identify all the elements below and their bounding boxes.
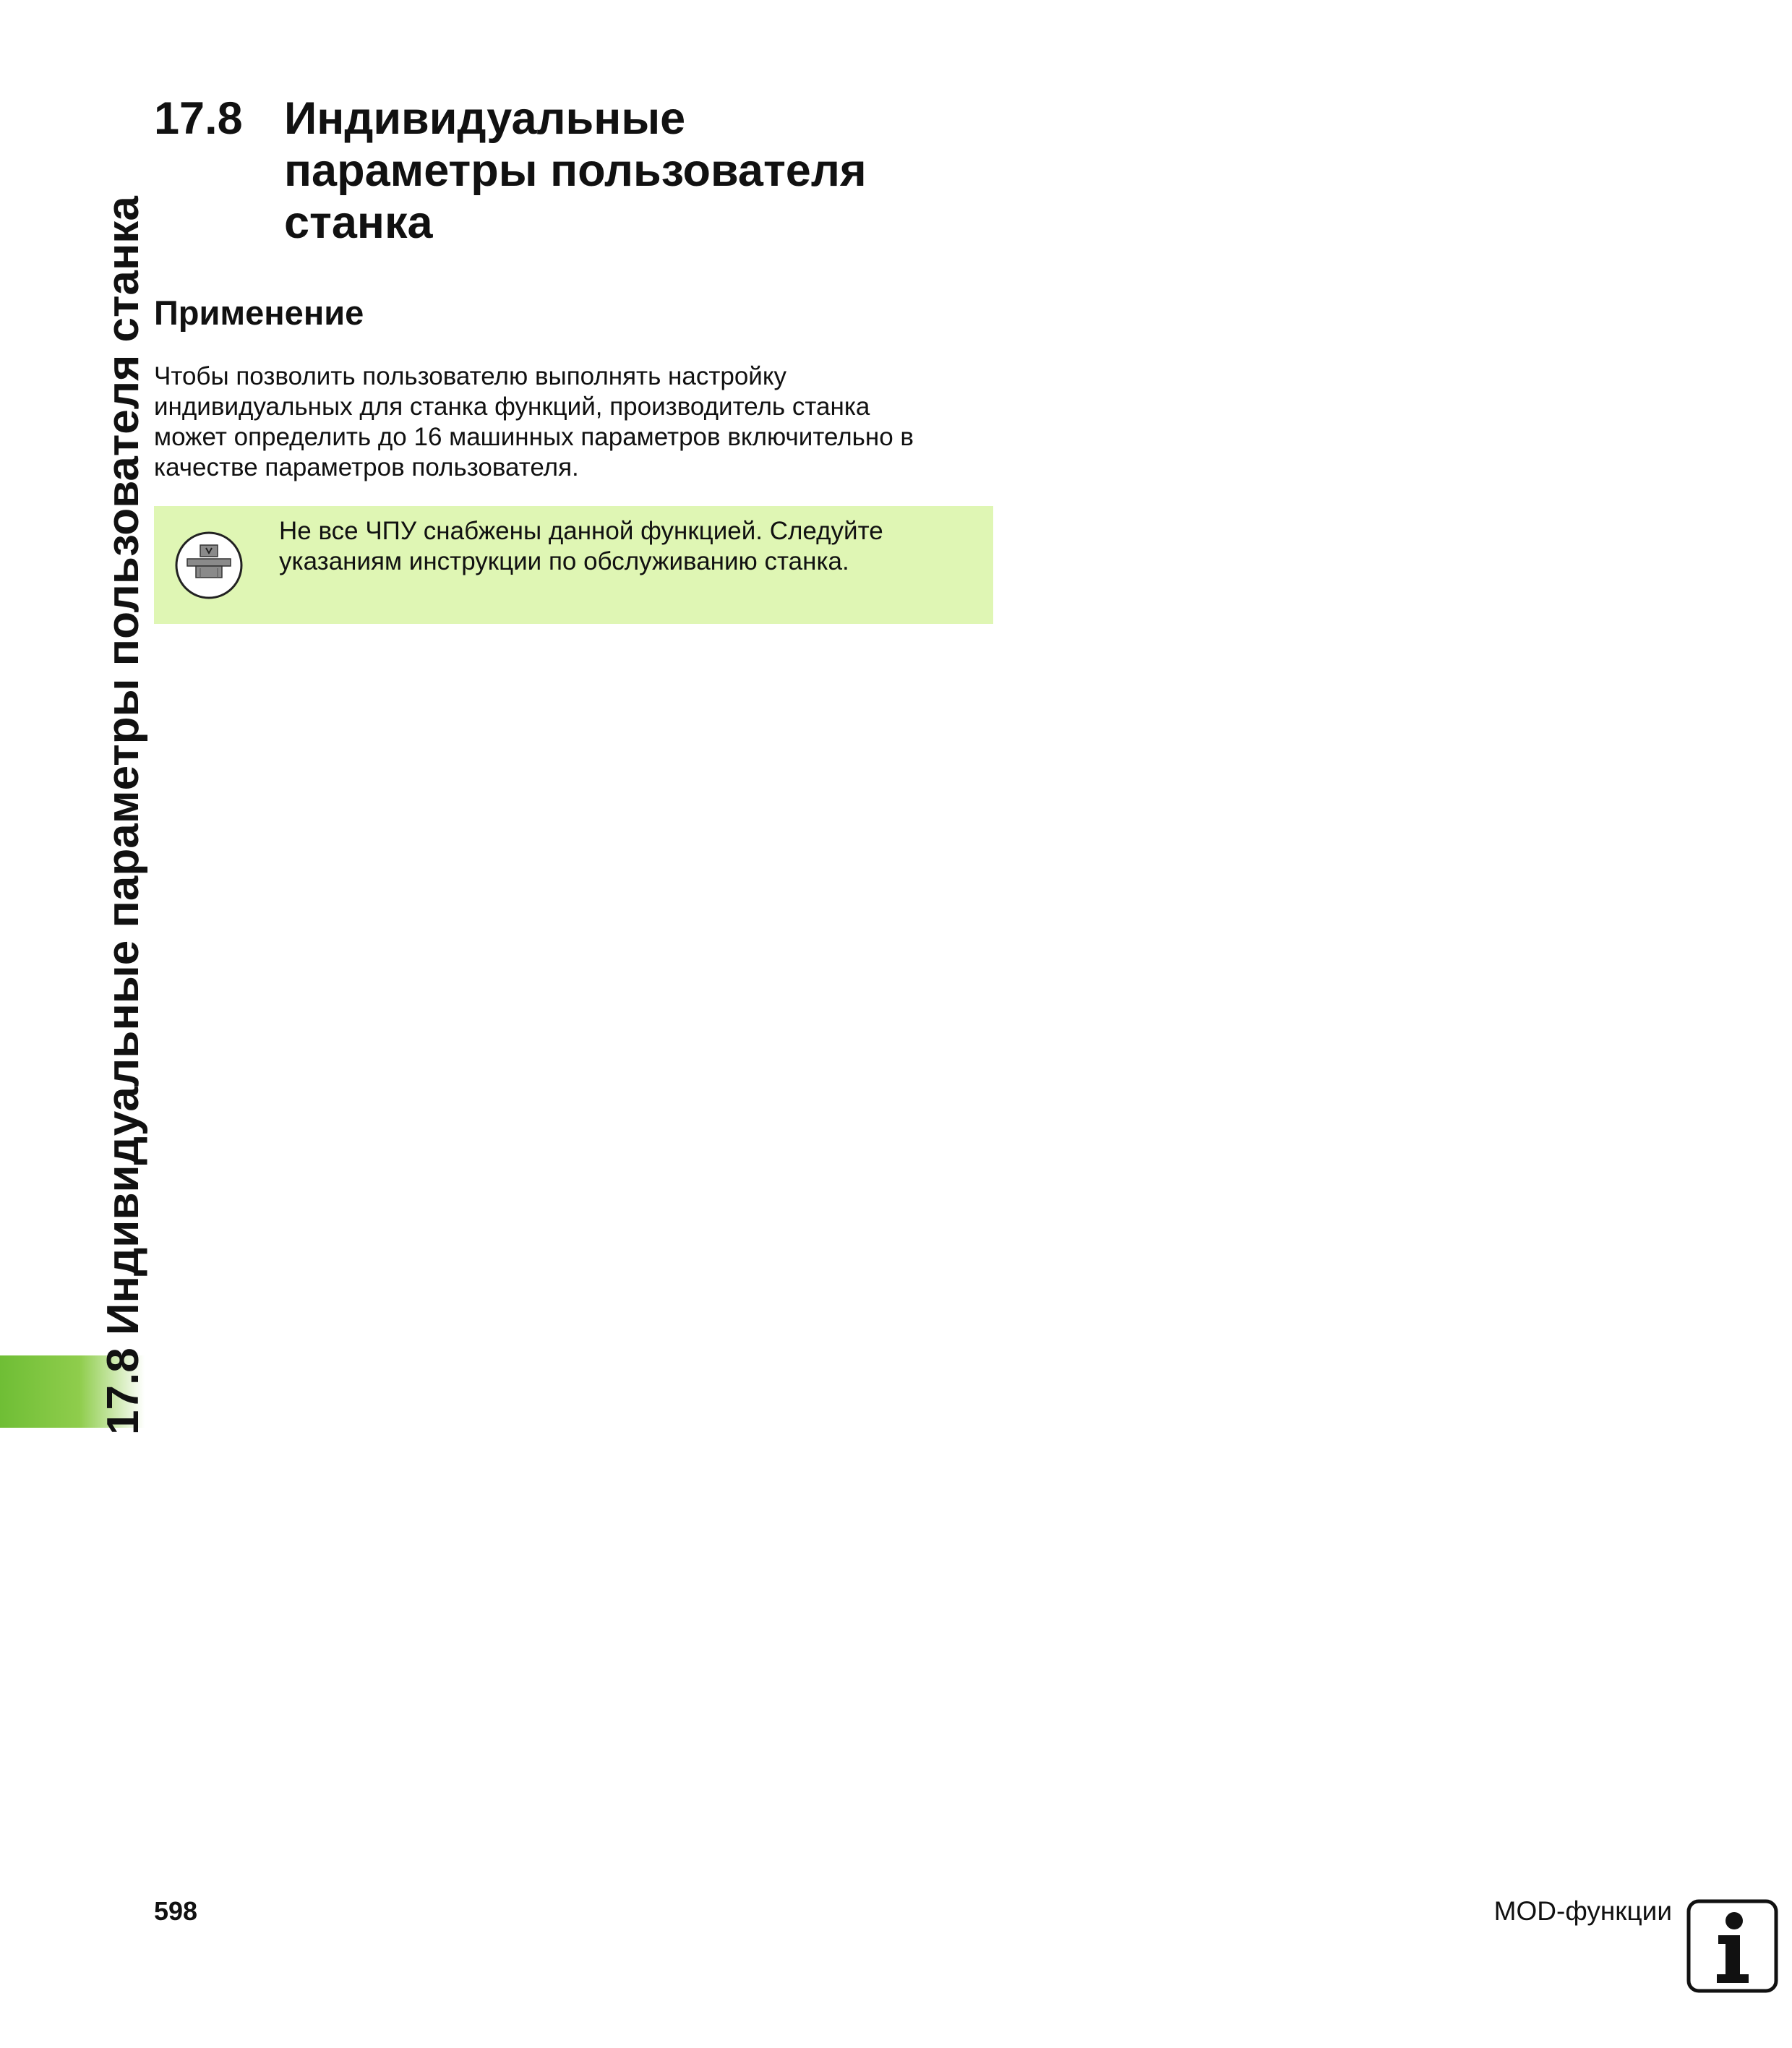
body-line: может определить до 16 машинных параметров включительно в <box>154 423 914 451</box>
section-number: 17.8 <box>154 93 243 144</box>
info-icon[interactable] <box>1686 1899 1778 1993</box>
body-line: качестве параметров пользователя. <box>154 453 579 481</box>
note-line: указаниям инструкции по обслуживанию станка. <box>279 547 849 575</box>
section-title <box>284 93 1007 249</box>
machine-tool-icon <box>174 531 244 600</box>
note-text <box>279 516 973 577</box>
section-title-line: станка <box>284 197 433 248</box>
note-line: Не все ЧПУ снабжены данной функцией. Следуйте <box>279 517 883 545</box>
side-tab-title: 17.8 Индивидуальные параметры пользователя станка <box>98 196 148 1435</box>
body-line: индивидуальных для станка функций, производитель станка <box>154 393 870 421</box>
body-paragraph <box>154 361 1007 483</box>
section-title-line: параметры пользователя <box>284 145 867 196</box>
subsection-title: Применение <box>154 294 364 332</box>
note-box <box>154 506 993 624</box>
page-number: 598 <box>154 1896 198 1926</box>
section-title-line: Индивидуальные <box>284 93 686 144</box>
body-line: Чтобы позволить пользователю выполнять настройку <box>154 362 787 390</box>
footer-section-title: MOD-функции <box>1493 1896 1672 1926</box>
